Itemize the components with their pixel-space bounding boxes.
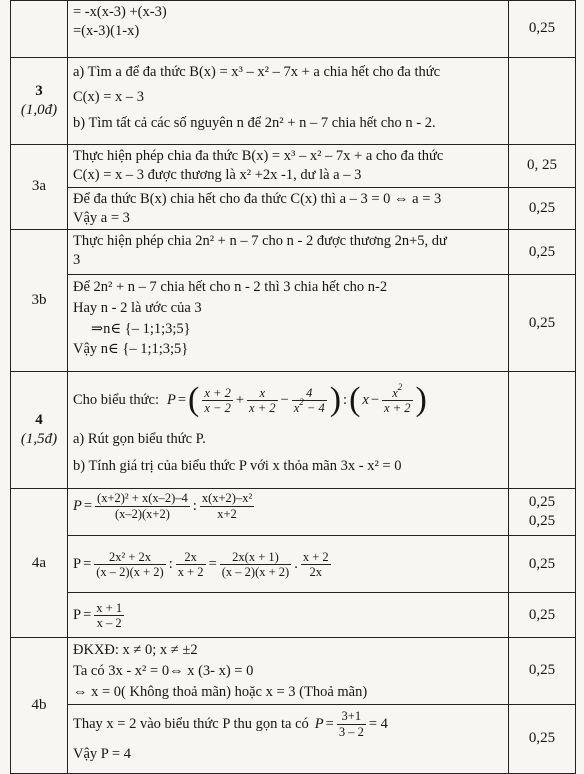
score-cell: 0, 25: [509, 145, 576, 188]
score-cell: 0,25: [509, 275, 576, 372]
expression-line: Thay x = 2 vào biểu thức P thu gọn ta có P = $\frac{3+1}{3 - 2}$ = 4: [73, 709, 388, 739]
score-cell: [509, 58, 576, 145]
question-text-cell: [68, 58, 509, 145]
table-row: [11, 593, 576, 638]
answer-step-cell: [68, 145, 509, 188]
text-line: Thay x = 2 vào biểu thức P thu gọn ta có: [73, 715, 309, 732]
table-row: [11, 145, 576, 188]
question-part-a: a) Rút gọn biểu thức P.: [73, 431, 206, 448]
text-line: C(x) = x – 3 được thương là x² +2x -1, dư là a – 3: [73, 166, 362, 183]
score-cell: 0,25: [509, 230, 576, 275]
answer-step-cell: [68, 705, 509, 774]
text-line: Thực hiện phép chia đa thức B(x) = x³ – x² – 7x + a cho đa thức: [73, 148, 444, 164]
table-row: [11, 705, 576, 774]
question-points: (1,0đ): [20, 102, 58, 118]
answer-table: [10, 0, 576, 774]
fraction: $\frac{3+1}{3 - 2}$: [338, 709, 364, 739]
expression-line: P = $\frac{x + 1}{x - 2}$: [73, 600, 123, 630]
table-row: [11, 1, 576, 58]
text-line: Vậy P = 4: [73, 746, 131, 763]
question-part-b: b) Tìm tất cả các số nguyên n để 2n² + n – 7 chia hết cho n - 2.: [73, 114, 436, 131]
question-number: 3: [35, 82, 43, 99]
text-line: =(x-3)(1-x): [73, 22, 140, 39]
result-value: = 4: [368, 715, 388, 732]
text-line: Vậy a = 3: [73, 209, 130, 226]
score-cell: 0,25: [509, 705, 576, 774]
answer-step-cell: [68, 275, 509, 372]
question-part-a: a) Tìm a để đa thức B(x) = x³ – x² – 7x + a chia hết cho đa thức: [73, 64, 441, 80]
table-row: [11, 372, 576, 489]
score-cell: 0,25: [509, 187, 576, 230]
question-points: (1,5đ): [20, 431, 58, 448]
text-line: ĐKXĐ: x ≠ 0; x ≠ ±2: [73, 642, 198, 659]
score-value: 0,25: [528, 493, 556, 510]
question-label-cell: [11, 372, 68, 489]
answer-step-cell: [68, 638, 509, 705]
text-line: = -x(x-3) +(x-3): [73, 4, 167, 20]
answer-step-cell: [68, 187, 509, 230]
table-row: [11, 187, 576, 230]
expression-line: Cho biểu thức: P = ( $\frac{x + 2}{x - 2}$ + $\frac{x}{x + 2}$ − $\frac{4}{x^2 - 4}$ ) : ( x − $\frac{x^2}{x + 2}$ ): [73, 381, 427, 419]
table-row: [11, 536, 576, 593]
score-cell: 0,25: [509, 536, 576, 593]
text-line: Để đa thức B(x) chia hết cho đa thức C(x) thì a – 3 = 0 ⇔ a = 3: [73, 190, 442, 207]
table-row: [11, 489, 576, 536]
text-line: Vậy n∈ {– 1;1;3;5}: [73, 341, 189, 358]
fraction: $\frac{x + 1}{x - 2}$: [96, 600, 123, 630]
fraction: $\frac{2x}{x + 2}$: [177, 549, 204, 579]
expression-intro: Cho biểu thức:: [73, 391, 159, 408]
answer-step-cell: [68, 230, 509, 275]
answer-label-cell: 4a: [11, 489, 68, 638]
question-number: 4: [35, 411, 43, 428]
answer-step-cell: [68, 489, 509, 536]
fraction: $\frac{x^2}{x + 2}$: [384, 381, 411, 415]
text-line: Hay n - 2 là ước của 3: [73, 299, 202, 316]
text-line: ⇔ x = 0( Không thoả mãn) hoặc x = 3 (Thoả mãn): [73, 683, 368, 700]
score-cell: 0,25: [509, 593, 576, 638]
question-label-cell: [11, 58, 68, 145]
text-line: Ta có 3x - x² = 0⇔ x (3- x) = 0: [73, 662, 254, 679]
fraction: $\frac{\text{(x+2)² + x(x–2)–4}}{(x-2)(x+2)}$: [97, 491, 188, 521]
table-row: [11, 58, 576, 145]
question-text-cell: [68, 372, 509, 489]
question-part-a-cont: C(x) = x – 3: [73, 89, 145, 106]
answer-step-cell: [68, 593, 509, 638]
answer-step-cell: [68, 536, 509, 593]
score-cell: [509, 372, 576, 489]
table-row: [11, 638, 576, 705]
score-cell: 0,25: [509, 638, 576, 705]
expression-line: P = $\frac{\text{(x+2)² + x(x–2)–4}}{(x-2)(x+2)}$ : $\frac{\text{x(x+2)–x²}}{x+2}$: [73, 491, 253, 521]
fraction: $\frac{4}{x^2 - 4}$: [293, 385, 325, 415]
table-row: [11, 230, 576, 275]
answer-table-sheet: [10, 0, 576, 763]
text-line: Thực hiện phép chia 2n² + n – 7 cho n - 2 được thương 2n+5, dư: [73, 233, 447, 250]
fraction: $\frac{\text{2x² + 2x}}{(x - 2)(x + 2)}$: [96, 549, 164, 579]
score-cell: 0,25: [509, 1, 576, 58]
fraction: $\frac{2x(x + 1)}{(x - 2)(x + 2)}$: [221, 549, 290, 579]
row-label-cell: [11, 1, 68, 58]
score-value: 0,25: [528, 513, 556, 530]
fraction: $\frac{x + 2}{x - 2}$: [204, 385, 231, 415]
score-cell: [509, 489, 576, 536]
text-line: Để 2n² + n – 7 chia hết cho n - 2 thì 3 chia hết cho n-2: [73, 279, 388, 296]
answer-label-cell: 3b: [11, 230, 68, 372]
question-part-b: b) Tính giá trị của biểu thức P với x thỏa mãn 3x - x² = 0: [73, 457, 402, 474]
answer-label-cell: 4b: [11, 638, 68, 774]
fraction: $\frac{x}{x + 2}$: [249, 385, 276, 415]
row-content-cell: [68, 1, 509, 58]
expression-line: P = $\frac{\text{2x² + 2x}}{(x - 2)(x + 2)}$ : $\frac{2x}{x + 2}$ = $\frac{2x(x + 1)}{(x - 2)(x + 2)}$ . $\frac{x + 2}{2x}$: [73, 549, 329, 579]
answer-label-cell: 3a: [11, 145, 68, 230]
text-line: ⇒n∈ {– 1;1;3;5}: [91, 320, 191, 337]
table-row: [11, 275, 576, 372]
text-line: 3: [73, 252, 81, 269]
fraction: $\frac{\text{x(x+2)–x²}}{x+2}$: [201, 491, 253, 521]
fraction: $\frac{x + 2}{2x}$: [302, 549, 329, 579]
